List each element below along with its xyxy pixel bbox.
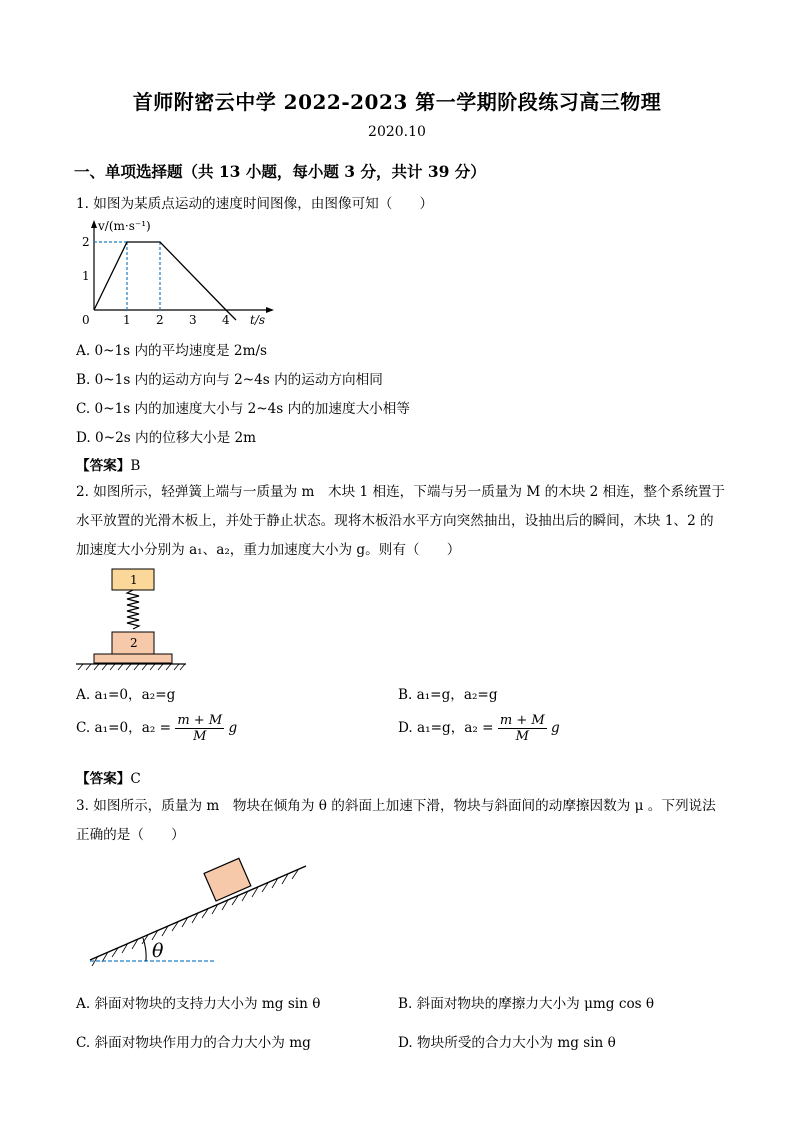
q3-option-b: B. 斜面对物块的摩擦力大小为 μmg cos θ xyxy=(398,996,655,1012)
q3-option-c: C. 斜面对物块作用力的合力大小为 mg xyxy=(76,1035,311,1051)
q1-ylabel: v/(m·s⁻¹) xyxy=(98,219,151,233)
q2-option-d-numerator: m + M xyxy=(499,713,545,728)
q1-stem: 1. 如图为某质点运动的速度时间图像，由图像可知（ ） xyxy=(76,196,434,212)
q1-xtick-4: 4 xyxy=(222,313,230,327)
q1-answer-label: 【答案】 xyxy=(76,458,131,474)
q1-x-arrow xyxy=(266,307,274,313)
q2-option-c-denominator: M xyxy=(193,729,207,744)
q1-y-arrow xyxy=(91,220,97,228)
q3-option-a: A. 斜面对物块的支持力大小为 mg sin θ xyxy=(76,996,321,1012)
q2-option-d-fraction xyxy=(498,713,547,744)
q2-stem-line1: 2. 如图所示，轻弹簧上端与一质量为 m 木块 1 相连，下端与另一质量为 M 的木块 2 相连，整个系统置于 xyxy=(76,484,725,500)
q2-option-c-prefix: C. a₁=0，a₂ = xyxy=(76,720,172,736)
page-title: 首师附密云中学 2022-2023 第一学期阶段练习高三物理 xyxy=(132,90,662,114)
q3-stem-line1: 3. 如图所示，质量为 m 物块在倾角为 θ 的斜面上加速下滑，物块与斜面间的动摩擦因数为 μ 。下列说法 xyxy=(76,798,716,814)
q1-option-a: A. 0~1s 内的平均速度是 2m/s xyxy=(76,343,268,359)
section-heading: 一、单项选择题（共 13 小题，每小题 3 分，共计 39 分） xyxy=(74,162,486,181)
q3-incline-hatch xyxy=(92,870,298,966)
q2-option-a: A. a₁=0，a₂=g xyxy=(76,687,176,703)
q2-stem-line2: 水平放置的光滑木板上，并处于静止状态。现将木板沿水平方向突然抽出，设抽出后的瞬间，木块 1、2 的 xyxy=(76,513,714,529)
q3-angle-label: θ xyxy=(152,940,164,962)
q1-origin: 0 xyxy=(82,313,90,327)
q2-block-2-label: 2 xyxy=(130,636,138,650)
q1-xtick-1: 1 xyxy=(123,313,131,327)
q1-xtick-2: 2 xyxy=(156,313,164,327)
q2-spring-diagram xyxy=(74,566,190,672)
q2-option-d-suffix: g xyxy=(551,720,560,736)
q2-option-b: B. a₁=g，a₂=g xyxy=(398,687,498,703)
q2-option-c-numerator: m + M xyxy=(177,713,223,728)
q1-xtick-3: 3 xyxy=(189,313,197,327)
q2-stem-line3: 加速度大小分别为 a₁、a₂，重力加速度大小为 g。则有（ ） xyxy=(76,542,461,558)
q2-answer xyxy=(76,767,141,787)
exam-date: 2020.10 xyxy=(368,124,426,140)
q2-option-d-denominator: M xyxy=(515,729,529,744)
q2-answer-label: 【答案】 xyxy=(76,771,131,787)
q2-answer-value: C xyxy=(130,771,141,787)
q1-vt-graph xyxy=(76,218,276,330)
q2-ground-hatch xyxy=(78,664,185,670)
q2-spring xyxy=(127,590,139,629)
q1-xlabel: t/s xyxy=(250,313,266,327)
q2-option-c xyxy=(76,713,237,744)
q2-option-c-fraction xyxy=(175,713,224,744)
q1-velocity-line xyxy=(94,242,236,320)
q1-ytick-2: 2 xyxy=(82,235,90,249)
q1-option-d: D. 0~2s 内的位移大小是 2m xyxy=(76,430,257,446)
q3-incline-diagram xyxy=(86,856,316,972)
q3-stem-line2: 正确的是（ ） xyxy=(76,827,185,843)
q1-option-c: C. 0~1s 内的加速度大小与 2~4s 内的加速度大小相等 xyxy=(76,401,410,417)
q2-board xyxy=(94,654,172,663)
q2-block-1-label: 1 xyxy=(130,573,138,587)
q2-option-c-suffix: g xyxy=(228,720,238,736)
q1-option-b: B. 0~1s 内的运动方向与 2~4s 内的运动方向相同 xyxy=(76,372,383,388)
q2-option-d xyxy=(398,713,560,744)
q2-option-d-prefix: D. a₁=g，a₂ = xyxy=(398,720,494,736)
q3-block xyxy=(204,858,251,901)
q3-option-d: D. 物块所受的合力大小为 mg sin θ xyxy=(398,1035,616,1051)
q1-ytick-1: 1 xyxy=(82,269,90,283)
q1-answer xyxy=(76,454,140,474)
q1-answer-value: B xyxy=(130,458,141,474)
